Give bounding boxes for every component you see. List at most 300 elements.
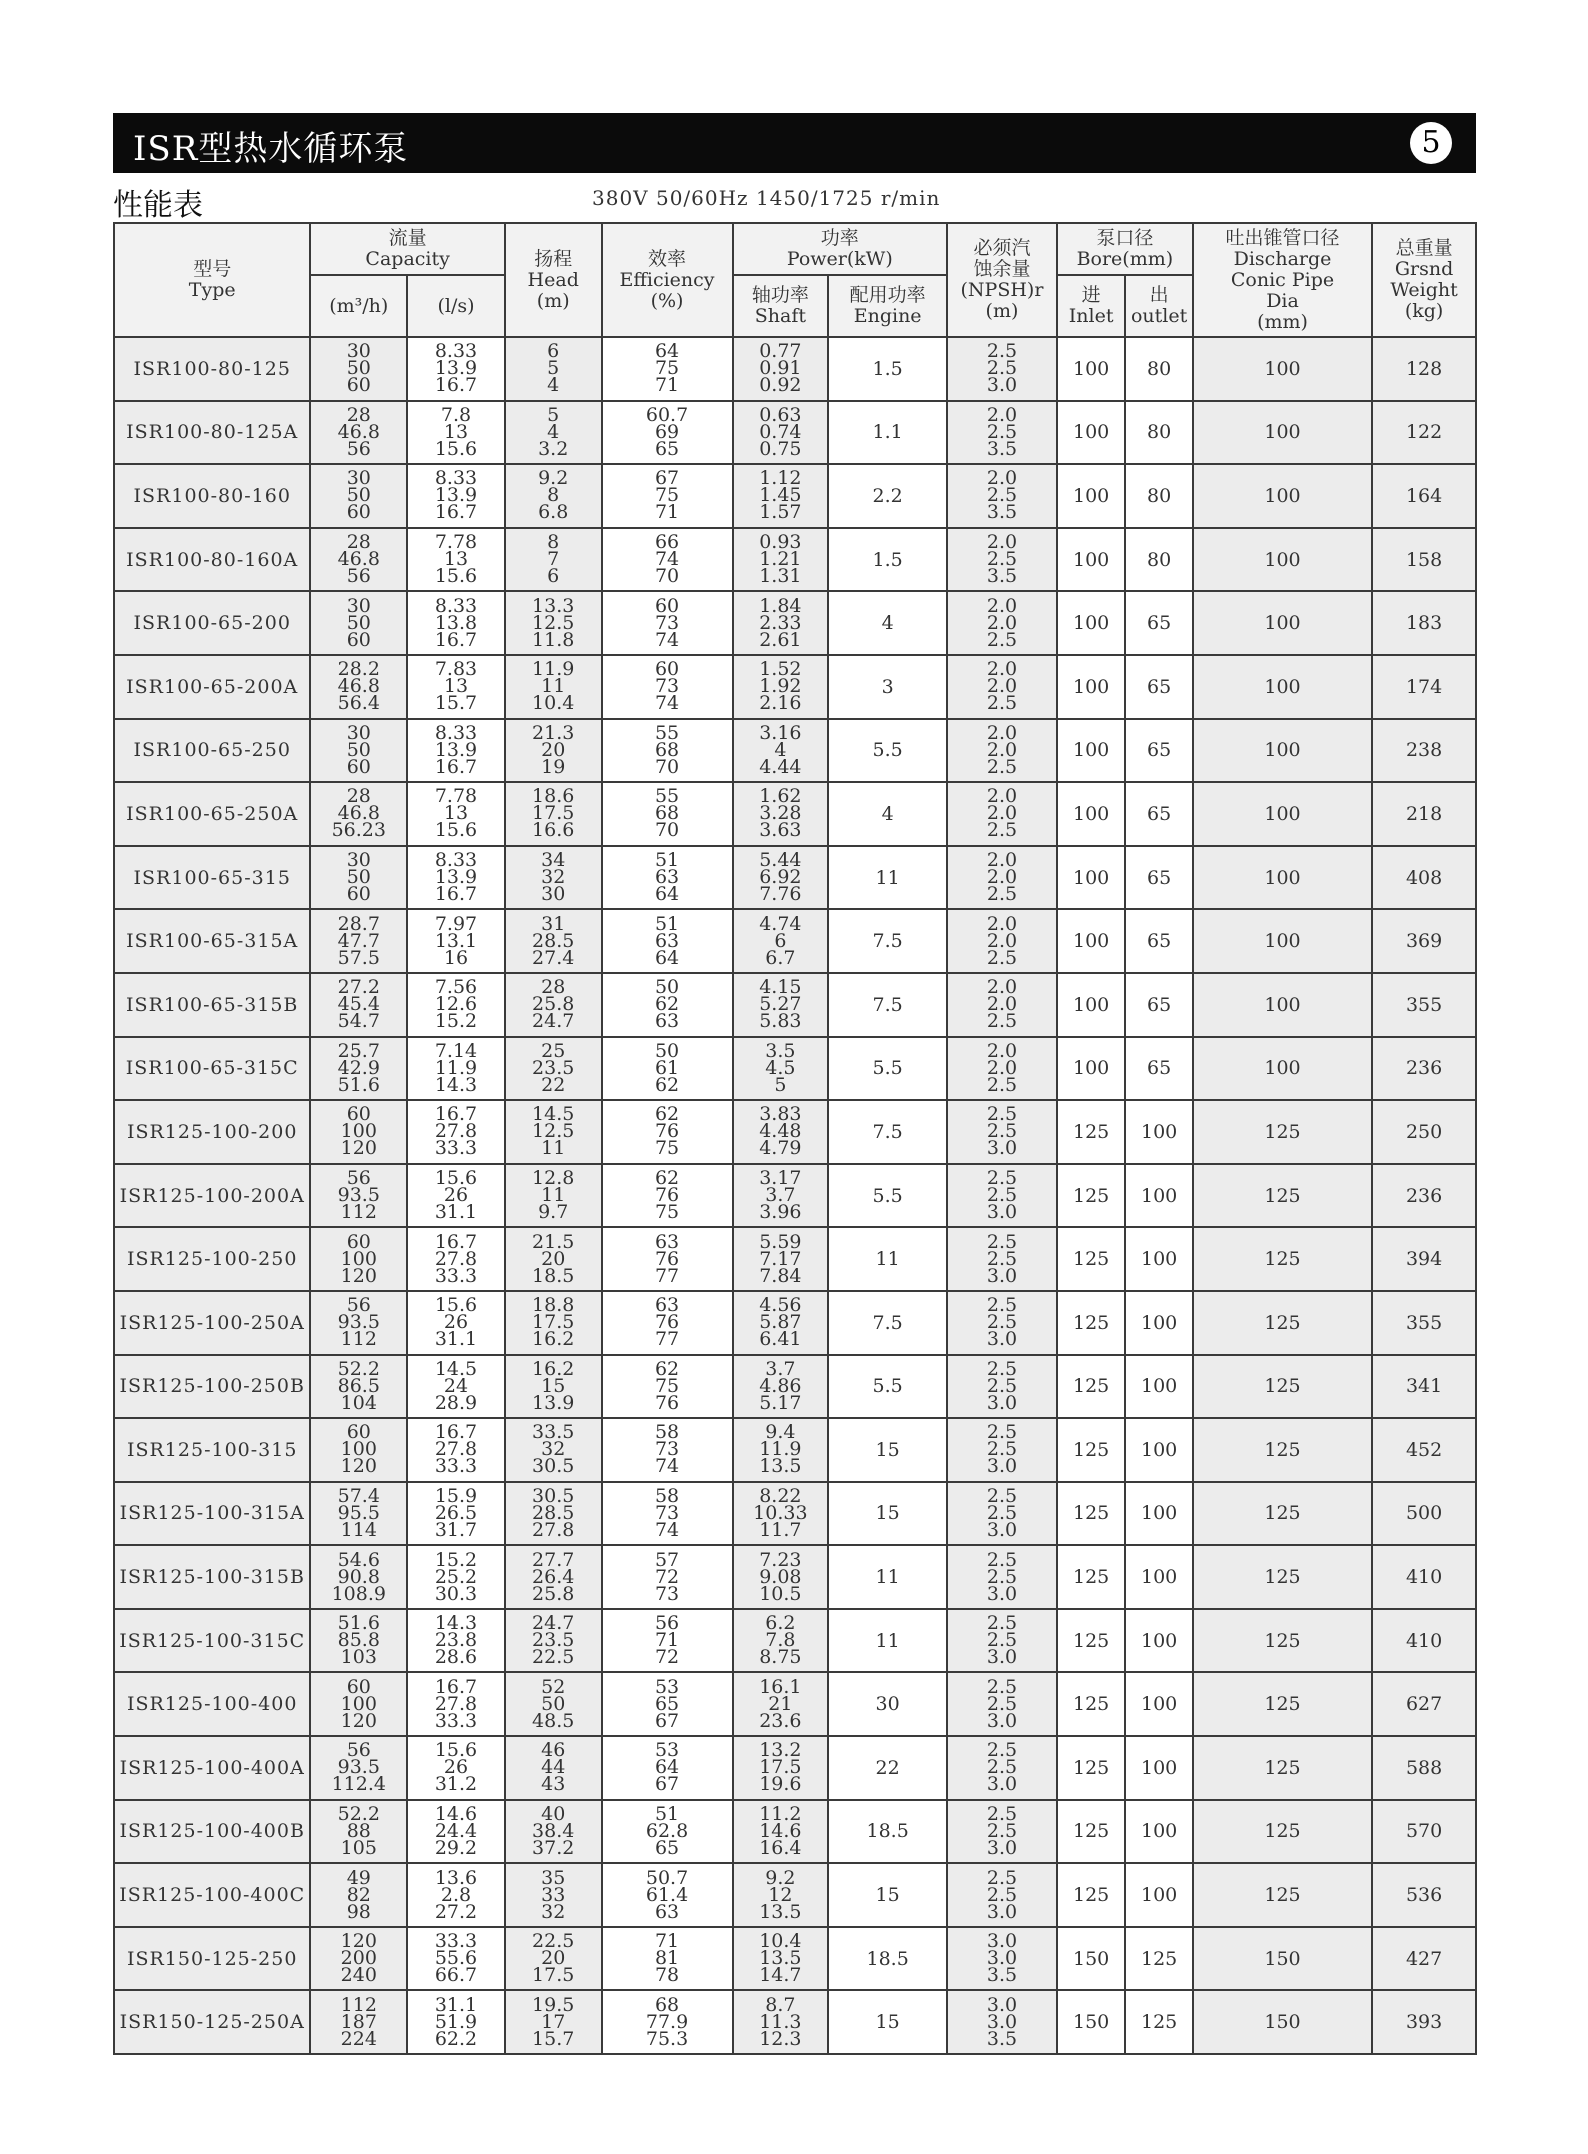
cell-weight: 236 <box>1372 1164 1476 1228</box>
table-row <box>114 846 1476 910</box>
cell-weight: 238 <box>1372 719 1476 783</box>
cell-inlet: 150 <box>1057 1927 1126 1991</box>
cell-outlet: 65 <box>1125 591 1192 655</box>
cell-inlet: 100 <box>1057 591 1126 655</box>
cell-weight: 128 <box>1372 337 1476 401</box>
cell-ls: 15.6 26 31.1 <box>407 1164 505 1228</box>
col-npsh: 必须汽 蚀余量 (NPSH)r (m) <box>947 223 1057 337</box>
cell-engine: 4 <box>828 591 947 655</box>
cell-head: 31 28.5 27.4 <box>505 909 602 973</box>
cell-npsh: 2.5 2.5 3.0 <box>947 1482 1057 1546</box>
cell-outlet: 100 <box>1125 1545 1192 1609</box>
cell-shaft: 3.83 4.48 4.79 <box>733 1100 829 1164</box>
cell-dis: 100 <box>1193 591 1372 655</box>
table-row <box>114 1100 1476 1164</box>
col-bore: 泵口径 Bore(mm) <box>1057 223 1193 275</box>
cell-inlet: 125 <box>1057 1609 1126 1673</box>
cell-weight: 570 <box>1372 1800 1476 1864</box>
cell-npsh: 2.5 2.5 3.0 <box>947 1863 1057 1927</box>
cell-m3h: 30 50 60 <box>310 719 407 783</box>
cell-type: ISR125-100-315C <box>114 1609 310 1673</box>
page-number-badge: 5 <box>1410 122 1452 164</box>
cell-outlet: 65 <box>1125 655 1192 719</box>
table-row <box>114 1863 1476 1927</box>
cell-shaft: 1.52 1.92 2.16 <box>733 655 829 719</box>
cell-engine: 5.5 <box>828 1355 947 1419</box>
cell-npsh: 2.0 2.5 3.5 <box>947 464 1057 528</box>
cell-ls: 7.78 13 15.6 <box>407 528 505 592</box>
cell-outlet: 80 <box>1125 528 1192 592</box>
cell-m3h: 54.6 90.8 108.9 <box>310 1545 407 1609</box>
cell-outlet: 125 <box>1125 1927 1192 1991</box>
cell-npsh: 2.5 2.5 3.0 <box>947 1800 1057 1864</box>
cell-eff: 51 63 64 <box>602 909 733 973</box>
cell-ls: 33.3 55.6 66.7 <box>407 1927 505 1991</box>
col-capacity-m3h: (m³/h) <box>310 275 407 337</box>
cell-ls: 7.78 13 15.6 <box>407 782 505 846</box>
cell-shaft: 3.17 3.7 3.96 <box>733 1164 829 1228</box>
cell-engine: 18.5 <box>828 1927 947 1991</box>
cell-shaft: 9.2 12 13.5 <box>733 1863 829 1927</box>
cell-dis: 100 <box>1193 337 1372 401</box>
cell-ls: 15.2 25.2 30.3 <box>407 1545 505 1609</box>
cell-shaft: 4.56 5.87 6.41 <box>733 1291 829 1355</box>
cell-inlet: 100 <box>1057 528 1126 592</box>
cell-engine: 11 <box>828 1609 947 1673</box>
title-bar <box>113 113 1476 173</box>
cell-weight: 369 <box>1372 909 1476 973</box>
cell-inlet: 100 <box>1057 909 1126 973</box>
col-shaft: 轴功率 Shaft <box>733 275 829 337</box>
cell-inlet: 100 <box>1057 464 1126 528</box>
cell-m3h: 28 46.8 56 <box>310 401 407 465</box>
cell-shaft: 0.63 0.74 0.75 <box>733 401 829 465</box>
cell-engine: 5.5 <box>828 1164 947 1228</box>
cell-m3h: 52.2 88 105 <box>310 1800 407 1864</box>
cell-shaft: 16.1 21 23.6 <box>733 1672 829 1736</box>
table-row <box>114 1545 1476 1609</box>
cell-dis: 125 <box>1193 1800 1372 1864</box>
cell-ls: 16.7 27.8 33.3 <box>407 1100 505 1164</box>
cell-dis: 100 <box>1193 782 1372 846</box>
cell-type: ISR125-100-250B <box>114 1355 310 1419</box>
cell-m3h: 28 46.8 56 <box>310 528 407 592</box>
cell-head: 52 50 48.5 <box>505 1672 602 1736</box>
cell-npsh: 2.0 2.0 2.5 <box>947 846 1057 910</box>
cell-shaft: 8.7 11.3 12.3 <box>733 1990 829 2054</box>
cell-head: 33.5 32 30.5 <box>505 1418 602 1482</box>
cell-head: 6 5 4 <box>505 337 602 401</box>
cell-engine: 15 <box>828 1990 947 2054</box>
cell-npsh: 2.0 2.0 2.5 <box>947 973 1057 1037</box>
table-row <box>114 1355 1476 1419</box>
cell-ls: 16.7 27.8 33.3 <box>407 1672 505 1736</box>
cell-shaft: 1.12 1.45 1.57 <box>733 464 829 528</box>
cell-inlet: 125 <box>1057 1736 1126 1800</box>
cell-shaft: 1.62 3.28 3.63 <box>733 782 829 846</box>
cell-dis: 125 <box>1193 1355 1372 1419</box>
cell-head: 22.5 20 17.5 <box>505 1927 602 1991</box>
cell-npsh: 2.5 2.5 3.0 <box>947 1100 1057 1164</box>
cell-type: ISR100-80-160A <box>114 528 310 592</box>
cell-outlet: 100 <box>1125 1291 1192 1355</box>
cell-inlet: 100 <box>1057 337 1126 401</box>
cell-eff: 71 81 78 <box>602 1927 733 1991</box>
cell-m3h: 30 50 60 <box>310 591 407 655</box>
cell-outlet: 65 <box>1125 1037 1192 1101</box>
cell-m3h: 30 50 60 <box>310 337 407 401</box>
cell-engine: 30 <box>828 1672 947 1736</box>
cell-head: 46 44 43 <box>505 1736 602 1800</box>
col-discharge: 吐出锥管口径 Discharge Conic Pipe Dia (mm) <box>1193 223 1372 337</box>
cell-dis: 125 <box>1193 1736 1372 1800</box>
cell-weight: 500 <box>1372 1482 1476 1546</box>
cell-m3h: 52.2 86.5 104 <box>310 1355 407 1419</box>
cell-weight: 164 <box>1372 464 1476 528</box>
col-efficiency: 效率 Efficiency (%) <box>602 223 733 337</box>
cell-dis: 125 <box>1193 1227 1372 1291</box>
table-row <box>114 973 1476 1037</box>
cell-type: ISR125-100-315 <box>114 1418 310 1482</box>
cell-type: ISR100-65-315A <box>114 909 310 973</box>
cell-head: 25 23.5 22 <box>505 1037 602 1101</box>
cell-eff: 62 76 75 <box>602 1164 733 1228</box>
cell-head: 19.5 17 15.7 <box>505 1990 602 2054</box>
cell-m3h: 28.7 47.7 57.5 <box>310 909 407 973</box>
table-row <box>114 909 1476 973</box>
cell-eff: 50 61 62 <box>602 1037 733 1101</box>
cell-ls: 7.14 11.9 14.3 <box>407 1037 505 1101</box>
cell-shaft: 0.77 0.91 0.92 <box>733 337 829 401</box>
cell-weight: 408 <box>1372 846 1476 910</box>
cell-npsh: 2.0 2.0 2.5 <box>947 1037 1057 1101</box>
col-power: 功率 Power(kW) <box>733 223 948 275</box>
cell-outlet: 100 <box>1125 1418 1192 1482</box>
cell-weight: 218 <box>1372 782 1476 846</box>
col-inlet: 进 Inlet <box>1057 275 1126 337</box>
cell-dis: 125 <box>1193 1164 1372 1228</box>
table-row <box>114 719 1476 783</box>
cell-m3h: 49 82 98 <box>310 1863 407 1927</box>
cell-engine: 15 <box>828 1863 947 1927</box>
cell-npsh: 2.5 2.5 3.0 <box>947 1672 1057 1736</box>
cell-eff: 62 76 75 <box>602 1100 733 1164</box>
cell-outlet: 100 <box>1125 1800 1192 1864</box>
table-row <box>114 401 1476 465</box>
cell-eff: 58 73 74 <box>602 1482 733 1546</box>
table-row <box>114 1990 1476 2054</box>
cell-engine: 1.1 <box>828 401 947 465</box>
cell-head: 16.2 15 13.9 <box>505 1355 602 1419</box>
cell-m3h: 28 46.8 56.23 <box>310 782 407 846</box>
cell-head: 11.9 11 10.4 <box>505 655 602 719</box>
cell-outlet: 100 <box>1125 1355 1192 1419</box>
cell-shaft: 4.15 5.27 5.83 <box>733 973 829 1037</box>
cell-dis: 100 <box>1193 719 1372 783</box>
cell-outlet: 80 <box>1125 464 1192 528</box>
cell-inlet: 125 <box>1057 1164 1126 1228</box>
cell-type: ISR100-80-125 <box>114 337 310 401</box>
performance-table <box>113 222 1477 2055</box>
table-row <box>114 1037 1476 1101</box>
cell-m3h: 60 100 120 <box>310 1227 407 1291</box>
cell-ls: 8.33 13.9 16.7 <box>407 719 505 783</box>
cell-engine: 3 <box>828 655 947 719</box>
cell-ls: 7.83 13 15.7 <box>407 655 505 719</box>
cell-npsh: 2.5 2.5 3.0 <box>947 1164 1057 1228</box>
cell-head: 24.7 23.5 22.5 <box>505 1609 602 1673</box>
cell-dis: 100 <box>1193 401 1372 465</box>
col-outlet: 出 outlet <box>1125 275 1192 337</box>
cell-outlet: 80 <box>1125 401 1192 465</box>
cell-npsh: 3.0 3.0 3.5 <box>947 1990 1057 2054</box>
cell-npsh: 2.0 2.5 3.5 <box>947 401 1057 465</box>
table-row <box>114 1291 1476 1355</box>
table-row <box>114 1227 1476 1291</box>
cell-npsh: 2.5 2.5 3.0 <box>947 1355 1057 1419</box>
col-capacity-ls: (l/s) <box>407 275 505 337</box>
cell-m3h: 25.7 42.9 51.6 <box>310 1037 407 1101</box>
cell-weight: 627 <box>1372 1672 1476 1736</box>
cell-m3h: 28.2 46.8 56.4 <box>310 655 407 719</box>
cell-ls: 8.33 13.8 16.7 <box>407 591 505 655</box>
cell-m3h: 56 93.5 112 <box>310 1291 407 1355</box>
cell-outlet: 100 <box>1125 1609 1192 1673</box>
cell-ls: 15.9 26.5 31.7 <box>407 1482 505 1546</box>
cell-engine: 22 <box>828 1736 947 1800</box>
cell-head: 28 25.8 24.7 <box>505 973 602 1037</box>
cell-head: 40 38.4 37.2 <box>505 1800 602 1864</box>
cell-outlet: 100 <box>1125 1482 1192 1546</box>
cell-npsh: 2.0 2.0 2.5 <box>947 782 1057 846</box>
cell-npsh: 2.0 2.0 2.5 <box>947 655 1057 719</box>
cell-npsh: 2.0 2.5 3.5 <box>947 528 1057 592</box>
cell-head: 35 33 32 <box>505 1863 602 1927</box>
cell-weight: 122 <box>1372 401 1476 465</box>
cell-engine: 2.2 <box>828 464 947 528</box>
cell-weight: 341 <box>1372 1355 1476 1419</box>
cell-type: ISR100-65-315B <box>114 973 310 1037</box>
cell-m3h: 51.6 85.8 103 <box>310 1609 407 1673</box>
cell-weight: 250 <box>1372 1100 1476 1164</box>
table-row <box>114 1927 1476 1991</box>
cell-outlet: 65 <box>1125 782 1192 846</box>
cell-shaft: 5.59 7.17 7.84 <box>733 1227 829 1291</box>
cell-m3h: 112 187 224 <box>310 1990 407 2054</box>
cell-eff: 55 68 70 <box>602 719 733 783</box>
cell-type: ISR125-100-250 <box>114 1227 310 1291</box>
cell-eff: 60.7 69 65 <box>602 401 733 465</box>
cell-engine: 1.5 <box>828 528 947 592</box>
cell-dis: 150 <box>1193 1990 1372 2054</box>
cell-engine: 11 <box>828 1227 947 1291</box>
cell-engine: 5.5 <box>828 719 947 783</box>
specs-line: 380V 50/60Hz 1450/1725 r/min <box>592 186 941 210</box>
cell-engine: 4 <box>828 782 947 846</box>
cell-weight: 236 <box>1372 1037 1476 1101</box>
cell-type: ISR125-100-315A <box>114 1482 310 1546</box>
cell-head: 34 32 30 <box>505 846 602 910</box>
col-weight: 总重量 Grsnd Weight (kg) <box>1372 223 1476 337</box>
cell-inlet: 100 <box>1057 846 1126 910</box>
cell-npsh: 2.0 2.0 2.5 <box>947 591 1057 655</box>
cell-outlet: 100 <box>1125 1100 1192 1164</box>
cell-eff: 50.7 61.4 63 <box>602 1863 733 1927</box>
cell-outlet: 65 <box>1125 846 1192 910</box>
cell-engine: 7.5 <box>828 1291 947 1355</box>
cell-inlet: 125 <box>1057 1545 1126 1609</box>
cell-shaft: 11.2 14.6 16.4 <box>733 1800 829 1864</box>
cell-weight: 393 <box>1372 1990 1476 2054</box>
cell-type: ISR100-65-200A <box>114 655 310 719</box>
cell-eff: 60 73 74 <box>602 655 733 719</box>
cell-engine: 7.5 <box>828 1100 947 1164</box>
cell-ls: 14.6 24.4 29.2 <box>407 1800 505 1864</box>
cell-npsh: 3.0 3.0 3.5 <box>947 1927 1057 1991</box>
cell-ls: 8.33 13.9 16.7 <box>407 846 505 910</box>
cell-type: ISR100-65-250A <box>114 782 310 846</box>
cell-m3h: 57.4 95.5 114 <box>310 1482 407 1546</box>
cell-inlet: 125 <box>1057 1863 1126 1927</box>
cell-eff: 63 76 77 <box>602 1291 733 1355</box>
cell-shaft: 13.2 17.5 19.6 <box>733 1736 829 1800</box>
table-row <box>114 1800 1476 1864</box>
cell-inlet: 100 <box>1057 655 1126 719</box>
cell-outlet: 65 <box>1125 719 1192 783</box>
col-type: 型号 Type <box>114 223 310 337</box>
cell-outlet: 100 <box>1125 1227 1192 1291</box>
cell-inlet: 100 <box>1057 1037 1126 1101</box>
cell-outlet: 100 <box>1125 1863 1192 1927</box>
cell-weight: 355 <box>1372 973 1476 1037</box>
cell-ls: 16.7 27.8 33.3 <box>407 1418 505 1482</box>
cell-ls: 13.6 2.8 27.2 <box>407 1863 505 1927</box>
cell-weight: 452 <box>1372 1418 1476 1482</box>
cell-inlet: 125 <box>1057 1800 1126 1864</box>
cell-npsh: 2.5 2.5 3.0 <box>947 1609 1057 1673</box>
table-row <box>114 591 1476 655</box>
cell-head: 18.8 17.5 16.2 <box>505 1291 602 1355</box>
cell-eff: 53 64 67 <box>602 1736 733 1800</box>
cell-m3h: 56 93.5 112 <box>310 1164 407 1228</box>
cell-shaft: 0.93 1.21 1.31 <box>733 528 829 592</box>
cell-dis: 125 <box>1193 1418 1372 1482</box>
cell-npsh: 2.5 2.5 3.0 <box>947 1418 1057 1482</box>
cell-dis: 100 <box>1193 655 1372 719</box>
cell-dis: 100 <box>1193 846 1372 910</box>
table-row <box>114 337 1476 401</box>
cell-outlet: 100 <box>1125 1164 1192 1228</box>
cell-head: 9.2 8 6.8 <box>505 464 602 528</box>
section-title: 性能表 <box>113 188 203 223</box>
cell-inlet: 100 <box>1057 401 1126 465</box>
cell-npsh: 2.5 2.5 3.0 <box>947 1291 1057 1355</box>
cell-eff: 55 68 70 <box>602 782 733 846</box>
cell-engine: 11 <box>828 1545 947 1609</box>
cell-head: 14.5 12.5 11 <box>505 1100 602 1164</box>
cell-type: ISR125-100-400 <box>114 1672 310 1736</box>
cell-dis: 125 <box>1193 1482 1372 1546</box>
cell-head: 13.3 12.5 11.8 <box>505 591 602 655</box>
cell-engine: 18.5 <box>828 1800 947 1864</box>
cell-type: ISR150-125-250A <box>114 1990 310 2054</box>
table-row <box>114 1418 1476 1482</box>
cell-type: ISR100-80-125A <box>114 401 310 465</box>
cell-shaft: 9.4 11.9 13.5 <box>733 1418 829 1482</box>
cell-dis: 125 <box>1193 1545 1372 1609</box>
cell-head: 8 7 6 <box>505 528 602 592</box>
table-row <box>114 1482 1476 1546</box>
table-row <box>114 1164 1476 1228</box>
cell-engine: 11 <box>828 846 947 910</box>
cell-m3h: 27.2 45.4 54.7 <box>310 973 407 1037</box>
table-row <box>114 1609 1476 1673</box>
cell-dis: 100 <box>1193 909 1372 973</box>
cell-npsh: 2.0 2.0 2.5 <box>947 719 1057 783</box>
cell-m3h: 30 50 60 <box>310 464 407 528</box>
cell-eff: 67 75 71 <box>602 464 733 528</box>
cell-ls: 31.1 51.9 62.2 <box>407 1990 505 2054</box>
cell-weight: 410 <box>1372 1609 1476 1673</box>
cell-engine: 5.5 <box>828 1037 947 1101</box>
col-capacity: 流量 Capacity <box>310 223 504 275</box>
cell-eff: 51 63 64 <box>602 846 733 910</box>
cell-m3h: 60 100 120 <box>310 1100 407 1164</box>
cell-outlet: 65 <box>1125 973 1192 1037</box>
cell-type: ISR125-100-400A <box>114 1736 310 1800</box>
cell-inlet: 125 <box>1057 1355 1126 1419</box>
cell-shaft: 8.22 10.33 11.7 <box>733 1482 829 1546</box>
cell-eff: 63 76 77 <box>602 1227 733 1291</box>
cell-inlet: 125 <box>1057 1100 1126 1164</box>
cell-engine: 1.5 <box>828 337 947 401</box>
cell-inlet: 100 <box>1057 719 1126 783</box>
cell-eff: 57 72 73 <box>602 1545 733 1609</box>
cell-inlet: 100 <box>1057 782 1126 846</box>
cell-shaft: 4.74 6 6.7 <box>733 909 829 973</box>
cell-weight: 588 <box>1372 1736 1476 1800</box>
cell-shaft: 3.5 4.5 5 <box>733 1037 829 1101</box>
cell-head: 12.8 11 9.7 <box>505 1164 602 1228</box>
cell-m3h: 120 200 240 <box>310 1927 407 1991</box>
cell-eff: 56 71 72 <box>602 1609 733 1673</box>
cell-weight: 394 <box>1372 1227 1476 1291</box>
cell-head: 27.7 26.4 25.8 <box>505 1545 602 1609</box>
cell-m3h: 60 100 120 <box>310 1672 407 1736</box>
cell-head: 18.6 17.5 16.6 <box>505 782 602 846</box>
cell-npsh: 2.0 2.0 2.5 <box>947 909 1057 973</box>
cell-ls: 8.33 13.9 16.7 <box>407 464 505 528</box>
cell-dis: 100 <box>1193 973 1372 1037</box>
cell-dis: 125 <box>1193 1863 1372 1927</box>
cell-type: ISR150-125-250 <box>114 1927 310 1991</box>
cell-shaft: 7.23 9.08 10.5 <box>733 1545 829 1609</box>
cell-ls: 15.6 26 31.1 <box>407 1291 505 1355</box>
cell-weight: 427 <box>1372 1927 1476 1991</box>
cell-eff: 68 77.9 75.3 <box>602 1990 733 2054</box>
cell-shaft: 6.2 7.8 8.75 <box>733 1609 829 1673</box>
cell-ls: 7.56 12.6 15.2 <box>407 973 505 1037</box>
cell-dis: 150 <box>1193 1927 1372 1991</box>
cell-npsh: 2.5 2.5 3.0 <box>947 1545 1057 1609</box>
cell-weight: 536 <box>1372 1863 1476 1927</box>
cell-weight: 183 <box>1372 591 1476 655</box>
table-row <box>114 782 1476 846</box>
cell-npsh: 2.5 2.5 3.0 <box>947 1227 1057 1291</box>
cell-head: 21.5 20 18.5 <box>505 1227 602 1291</box>
cell-dis: 125 <box>1193 1609 1372 1673</box>
cell-inlet: 125 <box>1057 1227 1126 1291</box>
